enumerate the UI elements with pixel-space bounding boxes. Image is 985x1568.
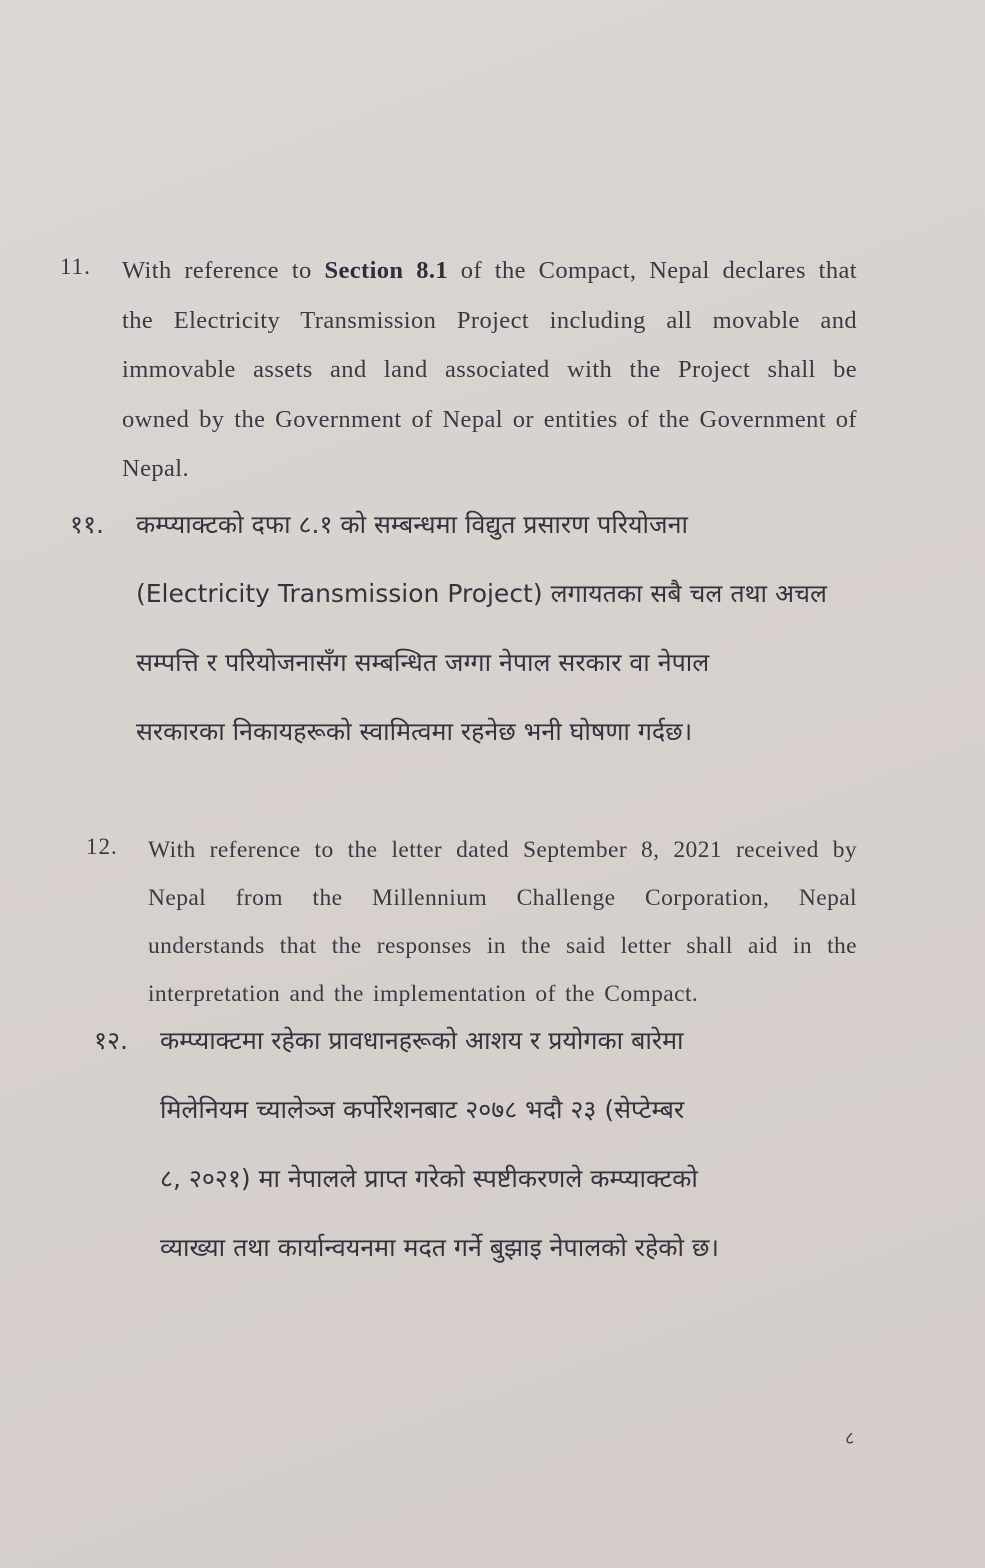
clause-12-number: 12. xyxy=(86,834,118,859)
clause-11-nepali-number: ११. xyxy=(70,510,104,539)
clause-12-english xyxy=(86,826,857,1018)
clause-12-nepali-text: कम्प्याक्टमा रहेका प्रावधानहरूको आशय र प्रयोगका बारेमा मिलेनियम च्यालेञ्ज कर्पोरेशनबाट २०७८ भदौ २३ (सेप्टेम्बर ८, २०२१) मा नेपालले प्राप्त गरेको स्पष्टीकरणले कम्प्याक्टको व्याख्या तथा कार्यान्वयनमा मदत गर्ने बुझाइ नेपालको रहेको छ। xyxy=(160,1026,719,1262)
clause-11-nepali-text: कम्प्याक्टको दफा ८.१ को सम्बन्धमा विद्युत प्रसारण परियोजना (Electricity Transmission Project) लगायतका सबै चल तथा अचल सम्पत्ति र परियोजनासँग सम्बन्धित जग्गा नेपाल सरकार वा नेपाल सरकारका निकायहरूको स्वामित्वमा रहनेछ भनी घोषणा गर्दछ। xyxy=(136,510,827,746)
clause-11-english xyxy=(60,246,857,494)
clause-11-nepali xyxy=(70,490,857,766)
clause-12-nepali xyxy=(94,1006,857,1282)
clause-12-text: With reference to the letter dated September 8, 2021 received by Nepal from the Millennium Challenge Corporation, Nepal understands that the responses in the said letter shall aid in the interpretation and the implementation of the Compact. xyxy=(148,837,857,1007)
clause-12-nepali-number: १२. xyxy=(94,1026,128,1055)
clause-11-text: With reference to Section 8.1 of the Compact, Nepal declares that the Electricity Transmission Project including all movable and immovable assets and land associated with the Project shall be owned by the Government of Nepal or entities of the Government of Nepal. xyxy=(122,257,857,482)
page-number: ८ xyxy=(845,1428,855,1449)
section-reference: Section 8.1 xyxy=(324,257,449,284)
clause-11-number: 11. xyxy=(60,254,91,279)
